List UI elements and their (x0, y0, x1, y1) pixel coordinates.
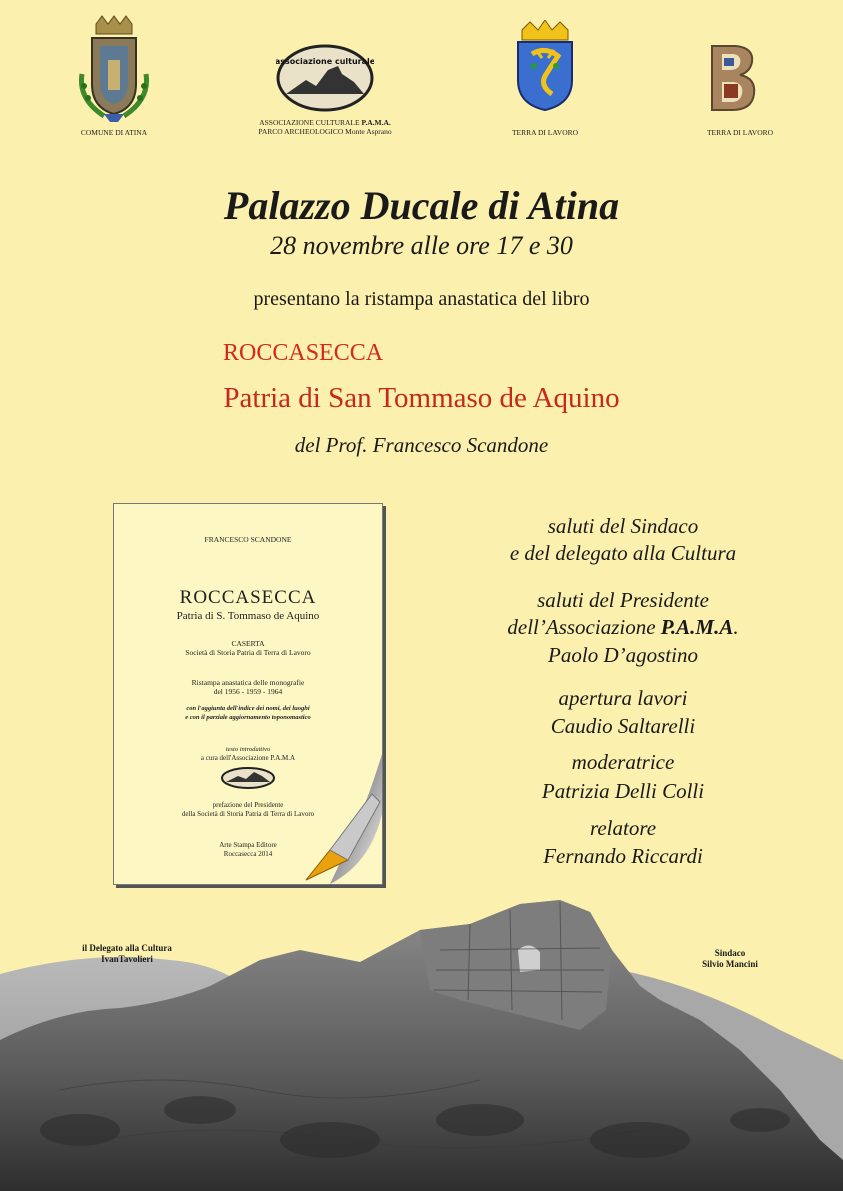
cover-preface-1: prefazione del Presidente (212, 801, 284, 809)
program-greet2-b-prefix: dell’Associazione (507, 615, 661, 639)
program-speaker-name: Fernando Riccardi (543, 844, 703, 868)
signature-right-role: Sindaco (714, 948, 746, 958)
book-cover (113, 503, 383, 885)
pama-caption-bold: P.A.M.A. (361, 118, 391, 127)
signature-right-name: Silvio Mancini (702, 959, 758, 969)
cover-title: ROCCASECCA (179, 587, 317, 608)
cover-reprint-2: del 1956 - 1959 - 1964 (213, 687, 283, 696)
terra-di-lavoro-b-icon (708, 44, 758, 112)
program-greet2-a: saluti del Presidente (537, 588, 709, 612)
comune-atina-crest-icon (74, 14, 154, 126)
signature-left (62, 943, 192, 965)
book-title: ROCCASECCA (223, 340, 384, 366)
cover-addition-2: e con il parziale aggiornamento toponomastico (185, 714, 311, 721)
book-author: del Prof. Francesco Scandone (294, 433, 549, 457)
logo-caption-terra-2: TERRA DI LAVORO (706, 128, 774, 137)
cover-place: CASERTA (231, 639, 265, 648)
pama-association-icon (276, 44, 374, 112)
cover-subtitle: Patria di S. Tommaso de Aquino (176, 610, 320, 622)
logo-caption-comune: COMUNE DI ATINA (80, 128, 148, 137)
program-greet2-name: Paolo D’agostino (548, 643, 698, 667)
logo-terra-di-lavoro-b (708, 44, 758, 112)
book-subtitle: Patria di San Tommaso de Aquino (223, 382, 620, 414)
cover-addition-1: con l'aggiunta dell'indice dei nomi, dei luoghi (186, 705, 310, 712)
program-moderator: moderatrice (571, 750, 675, 774)
program-greet1-a: saluti del Sindaco (547, 514, 699, 538)
logo-terra-di-lavoro-crest (514, 20, 576, 112)
cover-society: Società di Storia Patria di Terra di Lavoro (185, 648, 311, 657)
cover-reprint-1: Ristampa anastatica delle monografie (191, 678, 305, 687)
program-greet2-b-suffix: . (733, 615, 739, 639)
cover-pama-emblem-icon (220, 766, 276, 790)
logo-comune-atina (74, 14, 154, 126)
logo-caption-pama (230, 118, 420, 136)
cover-publisher-place: Roccasecca 2014 (223, 850, 273, 858)
cover-publisher: Arte Stampa Editore (219, 841, 277, 849)
intro-line: presentano la ristampa anastatica del libro (253, 288, 590, 310)
program-opening-name: Caudio Saltarelli (550, 714, 696, 738)
signature-left-name: IvanTavolieri (101, 954, 153, 964)
castle-ruins-illustration (0, 890, 843, 1191)
event-title: Palazzo Ducale di Atina (223, 183, 620, 228)
program-greet2-b-bold: P.A.M.A (660, 615, 734, 639)
cover-author: FRANCESCO SCANDONE (204, 535, 292, 544)
pama-caption-line2: PARCO ARCHEOLOGICO Monte Asprano (258, 127, 392, 136)
signature-left-role: il Delegato alla Cultura (82, 943, 172, 953)
cover-intro-label: testo introduttivo (225, 746, 271, 753)
pama-caption-line1: ASSOCIAZIONE CULTURALE (259, 118, 362, 127)
terra-di-lavoro-crest-icon (514, 20, 576, 112)
program-opening: apertura lavori (558, 686, 688, 710)
pama-emblem-text: associazione culturale (276, 57, 374, 66)
cover-preface-2: della Società di Storia Patria di Terra di Lavoro (181, 810, 315, 818)
program-greet2-b (460, 614, 786, 641)
program-moderator-name: Patrizia Delli Colli (541, 779, 705, 803)
program-speaker: relatore (589, 816, 657, 840)
program-greet1-b: e del delegato alla Cultura (509, 541, 737, 565)
cover-intro-by: a cura dell'Associazione P.A.M.A (200, 754, 296, 762)
logo-caption-terra-1: TERRA DI LAVORO (511, 128, 579, 137)
page-curl-pen-icon (300, 754, 382, 884)
logo-pama (276, 44, 374, 112)
event-date: 28 novembre alle ore 17 e 30 (270, 231, 573, 260)
signature-right (680, 948, 780, 970)
